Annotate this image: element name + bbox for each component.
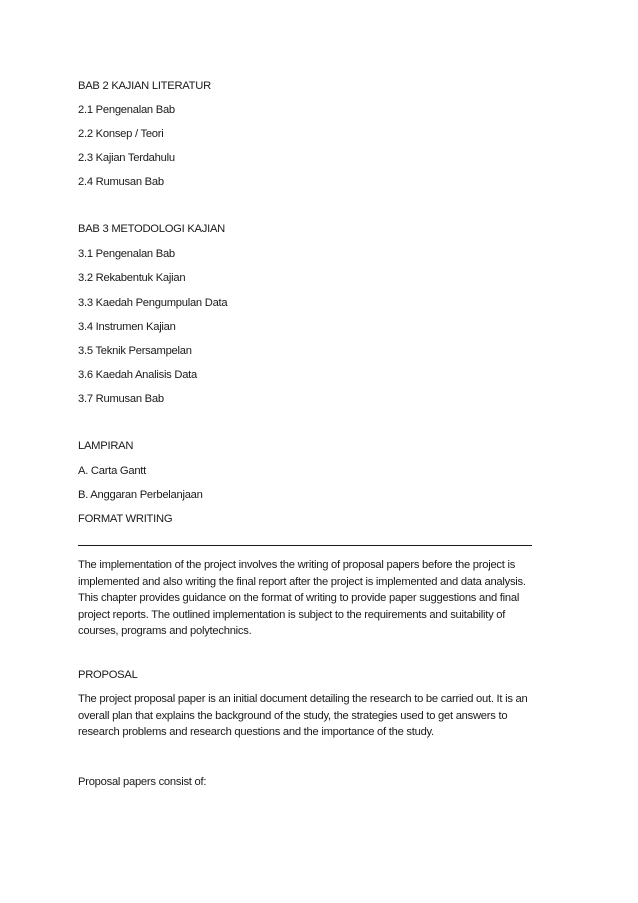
- bab3-item: 3.3 Kaedah Pengumpulan Data: [78, 297, 228, 309]
- lampiran-item: B. Anggaran Perbelanjaan: [78, 489, 203, 501]
- bab2-item: 2.2 Konsep / Teori: [78, 128, 164, 140]
- paragraph-line: research problems and research questions and the importance of the study.: [78, 726, 434, 738]
- bab2-heading: BAB 2 KAJIAN LITERATUR: [78, 80, 211, 92]
- horizontal-rule: [78, 545, 532, 546]
- bab2-item: 2.4 Rumusan Bab: [78, 176, 164, 188]
- paragraph-line: The implementation of the project involves the writing of proposal papers before the project is: [78, 559, 516, 571]
- bab3-heading: BAB 3 METODOLOGI KAJIAN: [78, 223, 225, 235]
- proposal-paragraph: [78, 691, 538, 741]
- paragraph-line: courses, programs and polytechnics.: [78, 625, 252, 637]
- lampiran-heading: LAMPIRAN: [78, 440, 134, 452]
- paragraph-line: The project proposal paper is an initial document detailing the research to be carried out. It is an: [78, 693, 528, 705]
- bab3-item: 3.7 Rumusan Bab: [78, 393, 164, 405]
- paragraph-line: overall plan that explains the background of the study, the strategies used to get answers to: [78, 709, 508, 722]
- proposal-heading: PROPOSAL: [78, 669, 138, 681]
- paragraph-line: project reports. The outlined implementation is subject to the requirements and suitability of: [78, 608, 506, 621]
- bab3-item: 3.4 Instrumen Kajian: [78, 321, 176, 333]
- bab3-item: 3.2 Rekabentuk Kajian: [78, 272, 186, 284]
- format-writing-paragraph: [78, 557, 538, 640]
- bab3-item: 3.1 Pengenalan Bab: [78, 248, 175, 260]
- bab2-item: 2.3 Kajian Terdahulu: [78, 152, 175, 164]
- lampiran-item: A. Carta Gantt: [78, 465, 147, 477]
- bab3-item: 3.5 Teknik Persampelan: [78, 345, 192, 357]
- paragraph-line: This chapter provides guidance on the format of writing to provide paper suggestions and final: [78, 592, 520, 604]
- proposal-consist-label: Proposal papers consist of:: [78, 776, 207, 788]
- paragraph-line: implemented and also writing the final report after the project is implemented and data analysis.: [78, 575, 526, 588]
- bab2-item: 2.1 Pengenalan Bab: [78, 104, 175, 116]
- format-writing-heading: FORMAT WRITING: [78, 513, 173, 525]
- bab3-item: 3.6 Kaedah Analisis Data: [78, 369, 198, 381]
